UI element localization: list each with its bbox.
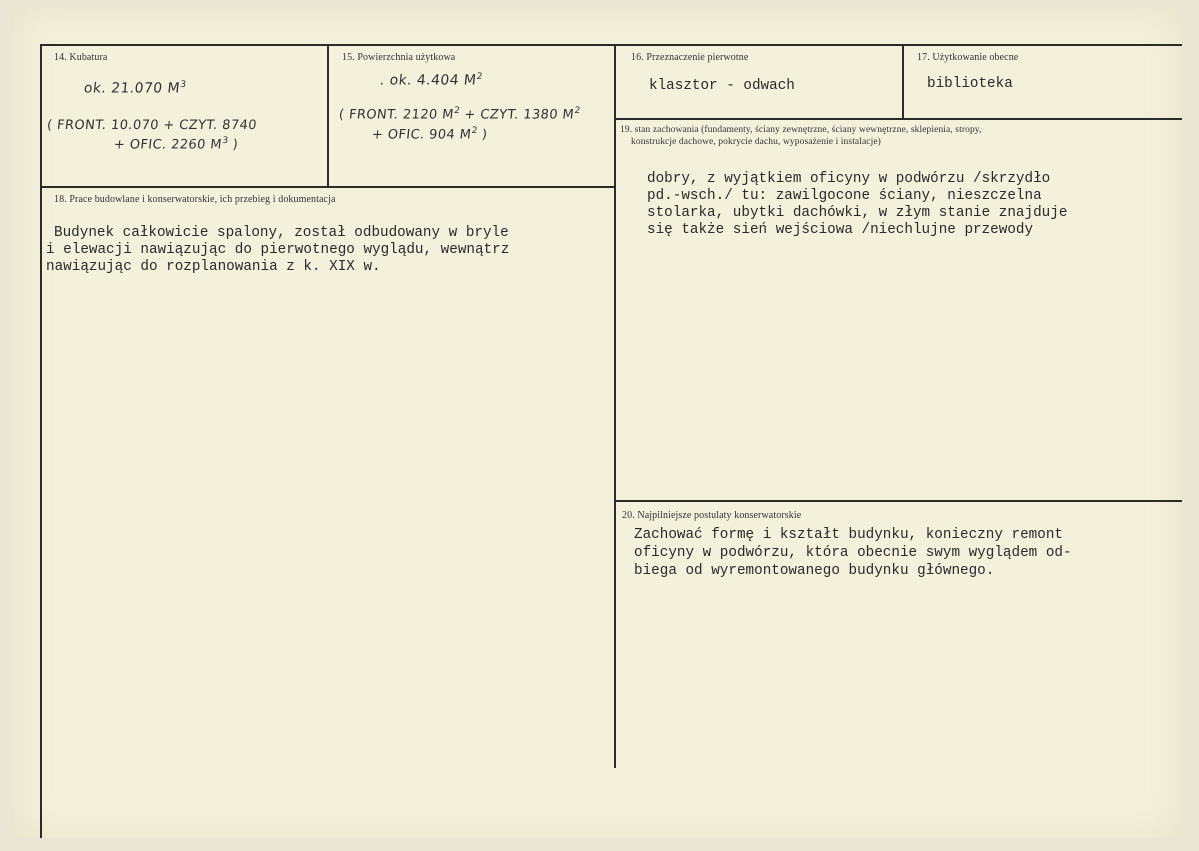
field-17-value: biblioteka: [927, 76, 1013, 92]
field-15-area: . ok. 4.404 $M^2$: [379, 72, 484, 89]
field-19-label-line-1: 19. stan zachowania (fundamenty, ściany zewnętrzne, ściany wewnętrzne, sklepienia, stropy,: [620, 125, 982, 135]
field-16-label: 16. Przeznaczenie pierwotne: [631, 52, 749, 63]
field-19-line-3: stolarka, ubytki dachówki, w złym stanie znajduje: [647, 205, 1068, 221]
divider-14-15: [327, 44, 329, 186]
field-18-line-3: nawiązując do rozplanowania z k. XIX w.: [46, 259, 381, 275]
field-15-breakdown-1: ( FRONT. 2120 $M^2$ + CZYT. 1380 $M^2$: [338, 106, 582, 123]
field-19-line-2: pd.-wsch./ tu: zawilgocone ściany, nieszczelna: [647, 188, 1042, 204]
field-20-line-3: biega od wyremontowanego budynku głównego.: [634, 563, 995, 579]
field-14-breakdown-2: + OFIC. 2260 $M^3$ ): [113, 136, 239, 153]
field-19-label-line-2: konstrukcje dachowe, pokrycie dachu, wyposażenie i instalacje): [631, 137, 881, 147]
field-15-breakdown-2: + OFIC. 904 $M^2$ ): [371, 126, 489, 143]
field-20-label: 20. Najpilniejsze postulaty konserwatorskie: [622, 510, 802, 521]
field-19-line-1: dobry, z wyjątkiem oficyny w podwórzu /skrzydło: [647, 171, 1051, 187]
field-15-label: 15. Powierzchnia użytkowa: [342, 52, 456, 63]
left-rule: [40, 44, 42, 838]
field-14-breakdown-1: ( FRONT. 10.070 + CZYT. 8740: [46, 118, 258, 133]
field-18-line-2: i elewacji nawiązując do pierwotnego wyglądu, wewnątrz: [46, 242, 510, 258]
field-18-label: 18. Prace budowlane i konserwatorskie, ich przebieg i dokumentacja: [54, 194, 336, 205]
field-20-line-2: oficyny w podwórzu, która obecnie swym wyglądem od-: [634, 545, 1072, 561]
record-card: [14, 8, 1182, 838]
divider-16-17: [902, 44, 904, 118]
field-17-label: 17. Użytkowanie obecne: [917, 52, 1019, 63]
field-14-label: 14. Kubatura: [54, 52, 108, 63]
rule-above-20: [616, 500, 1182, 502]
field-14-volume: ok. 21.070 $M^3$: [83, 80, 187, 97]
center-divider: [614, 44, 616, 768]
rule-under-14-15: [40, 186, 616, 188]
top-rule: [40, 44, 1182, 46]
field-18-line-1: Budynek całkowicie spalony, został odbudowany w bryle: [54, 225, 509, 241]
field-16-value: klasztor - odwach: [649, 78, 795, 94]
field-20-line-1: Zachować formę i kształt budynku, konieczny remont: [634, 527, 1063, 543]
field-19-line-4: się także sień wejściowa /niechlujne przewody: [647, 222, 1034, 238]
rule-under-16-17: [616, 118, 1182, 120]
